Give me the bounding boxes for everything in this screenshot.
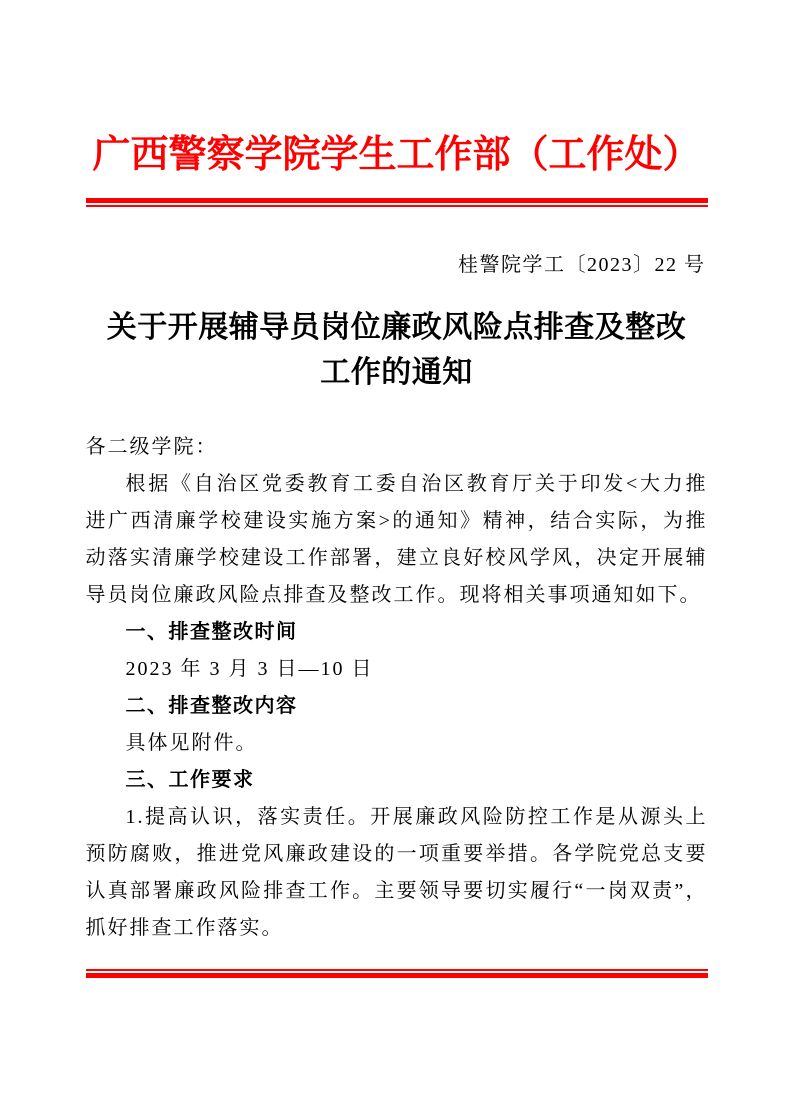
doc-number: 桂警院学工〔2023〕22 号 [458,253,706,276]
red-separator-top [86,198,708,207]
section-heading-2: 二、排查整改内容 [125,694,298,717]
attachment-note: 具体见附件。 [125,731,258,754]
date-range: 2023 年 3 月 3 日—10 日 [125,657,374,680]
paragraph-requirements: 1.提高认识，落实责任。开展廉政风险防控工作是从源头上预防腐败，推进党风廉政建设的一项重要举措。各学院党总支要认真部署廉政风险排查工作。主要领导要切实履行“一岗双责”，抓好排查工作落实。 [85,805,708,939]
section-heading-1: 一、排查整改时间 [125,620,298,643]
red-separator-bottom [86,969,708,978]
red-rule-thin [86,205,708,207]
letterhead-org-title: 广西警察学院学生工作部（工作处） [92,134,701,176]
document-title: 关于开展辅导员岗位廉政风险点排查及整改工作的通知 [106,310,687,389]
document-body [86,429,708,947]
salutation: 各二级学院： [85,435,218,458]
paragraph-intro: 根据《自治区党委教育工委自治区教育厅关于印发<大力推进广西清廉学校建设实施方案>的通知》精神，结合实际，为推动落实清廉学校建设工作部署，建立良好校风学风，决定开展辅导员岗位廉政风险点排查及整改工作。现将相关事项通知如下。 [85,472,708,606]
section-heading-3: 三、工作要求 [125,768,255,791]
red-rule-thick [86,973,708,978]
document-content [86,134,708,978]
